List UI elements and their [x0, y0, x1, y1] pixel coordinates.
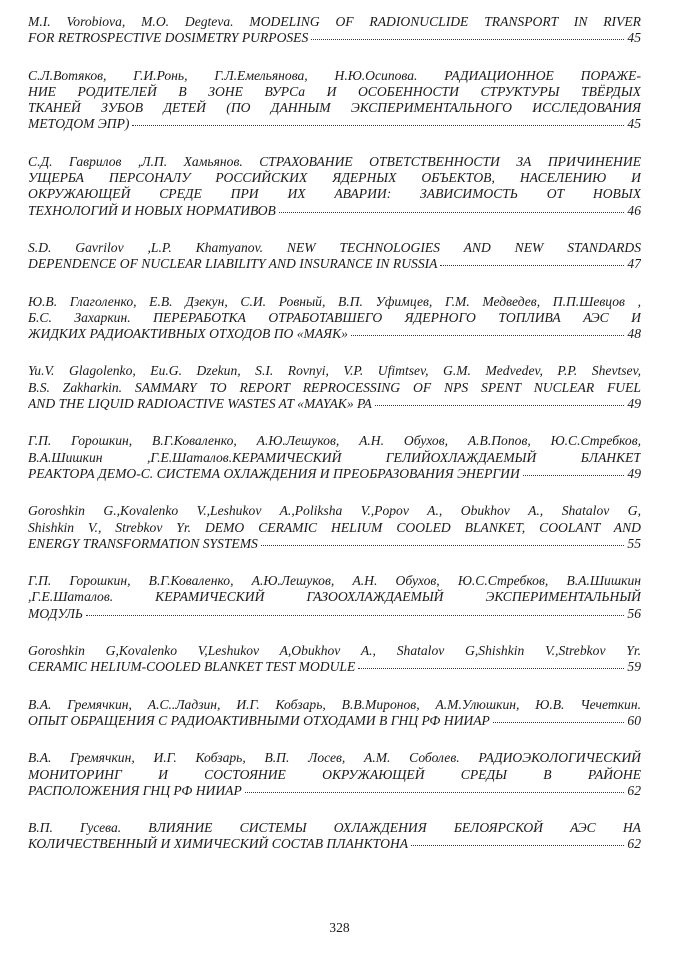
toc-entry-last-line: [28, 116, 641, 132]
dot-leader: [493, 722, 625, 723]
toc-entry-line: Б.С. Захаркин. ПЕРЕРАБОТКА ОТРАБОТАВШЕГО ЯДЕРНОГО ТОПЛИВА АЭС И: [28, 309, 641, 325]
dot-leader: [279, 212, 625, 213]
dot-leader: [245, 792, 625, 793]
toc-entry: [28, 68, 641, 133]
toc-entry-line: S.D. Gavrilov ,L.P. Khamyanov. NEW TECHNOLOGIES AND NEW STANDARDS: [28, 239, 641, 255]
toc-entry-line: ТЕХНОЛОГИЙ И НОВЫХ НОРМАТИВОВ: [28, 202, 276, 218]
toc-entry-last-line: [28, 536, 641, 552]
toc-entry-last-line: [28, 30, 641, 46]
toc-entry: [28, 750, 641, 799]
toc-page-number: 48: [627, 326, 641, 342]
toc-entry-last-line: [28, 256, 641, 272]
toc-entry-last-line: [28, 326, 641, 342]
toc-entry-last-line: [28, 606, 641, 622]
toc-entry-line: M.I. Vorobiova, M.O. Degteva. MODELING OF RADIONUCLIDE TRANSPORT IN RIVER: [28, 14, 641, 29]
toc-entry: [28, 363, 641, 412]
toc-entry: [28, 294, 641, 343]
toc-page-number: 62: [627, 782, 641, 798]
toc-page-number: 55: [627, 535, 641, 551]
dot-leader: [523, 475, 625, 476]
toc-page-number: 60: [627, 712, 641, 728]
dot-leader: [311, 39, 624, 40]
toc-page-number: 56: [627, 605, 641, 621]
toc-entry: [28, 433, 641, 482]
toc-page-number: 46: [627, 202, 641, 218]
toc-entry-line: С.Л.Вотяков, Г.И.Ронь, Г.Л.Емельянова, Н.Ю.Осипова. РАДИАЦИОННОЕ ПОРАЖЕ-: [28, 67, 641, 83]
toc-entry-line: Goroshkin G,Kovalenko V,Leshukov A,Obukhov A., Shatalov G,Shishkin V.,Strebkov Yr.: [28, 643, 641, 659]
dot-leader: [86, 615, 624, 616]
toc-entry-line: ОПЫТ ОБРАЩЕНИЯ С РАДИОАКТИВНЫМИ ОТХОДАМИ В ГНЦ РФ НИИАР: [28, 712, 490, 728]
toc-entry-last-line: [28, 396, 641, 412]
toc-entry: [28, 154, 641, 219]
toc-entry-last-line: [28, 203, 641, 219]
toc-entry-line: Goroshkin G.,Kovalenko V.,Leshukov A.,Poliksha V.,Popov A., Obukhov A., Shatalov G,: [28, 503, 641, 519]
dot-leader: [261, 545, 625, 546]
toc-entry: [28, 643, 641, 676]
toc-entry-line: НИЕ РОДИТЕЛЕЙ В ЗОНЕ ВУРСа И ОСОБЕННОСТИ СТРУКТУРЫ ТВЁРДЫХ: [28, 83, 641, 99]
toc-entry-line: С.Д. Гаврилов ,Л.П. Хамьянов. СТРАХОВАНИЕ ОТВЕТСТВЕННОСТИ ЗА ПРИЧИНЕНИЕ: [28, 153, 641, 169]
toc-entry-line: В.А. Гремячкин, А.С..Ладзин, И.Г. Кобзарь, В.В.Миронов, А.М.Улюшкин, Ю.В. Чечеткин.: [28, 696, 641, 712]
toc-entry-line: ENERGY TRANSFORMATION SYSTEMS: [28, 535, 258, 551]
toc-entry-line: Yu.V. Glagolenko, Eu.G. Dzekun, S.I. Rovnyi, V.P. Ufimtsev, G.M. Medvedev, P.P. Shevtsev,: [28, 363, 641, 379]
toc-entry-last-line: [28, 466, 641, 482]
toc-entry-line: МЕТОДОМ ЭПР): [28, 116, 130, 132]
toc-entry-line: Г.П. Горошкин, В.Г.Коваленко, А.Ю.Лешуков, А.Н. Обухов, А.В.Попов, Ю.С.Стребков,: [28, 433, 641, 449]
toc-entry-line: ,Г.Е.Шаталов. КЕРАМИЧЕСКИЙ ГАЗООХЛАЖДАЕМЫЙ ЭКСПЕРИМЕНТАЛЬНЫЙ: [28, 589, 641, 605]
toc-page-number: 45: [627, 116, 641, 132]
toc-entry-line: В.П. Гусева. ВЛИЯНИЕ СИСТЕМЫ ОХЛАЖДЕНИЯ БЕЛОЯРСКОЙ АЭС НА: [28, 820, 641, 836]
toc-page-number: 45: [627, 30, 641, 46]
toc-entry-line: CERAMIC HELIUM-COOLED BLANKET TEST MODULE: [28, 659, 356, 675]
dot-leader: [351, 335, 624, 336]
toc-entry-line: ТКАНЕЙ ЗУБОВ ДЕТЕЙ (ПО ДАННЫМ ЭКСПЕРИМЕНТАЛЬНОГО ИССЛЕДОВАНИЯ: [28, 100, 641, 116]
toc-entry-line: МОДУЛЬ: [28, 605, 83, 621]
page-number: 328: [329, 920, 350, 935]
table-of-contents: [28, 14, 641, 874]
toc-page-number: 49: [627, 396, 641, 412]
toc-entry: [28, 820, 641, 853]
toc-entry: [28, 573, 641, 622]
toc-entry-line: УЩЕРБА ПЕРСОНАЛУ РОССИЙСКИХ ЯДЕРНЫХ ОБЪЕКТОВ, НАСЕЛЕНИЮ И: [28, 170, 641, 186]
toc-entry-line: ЖИДКИХ РАДИОАКТИВНЫХ ОТХОДОВ ПО «МАЯК»: [28, 326, 348, 342]
toc-entry-line: Shishkin V., Strebkov Yr. DEMO CERAMIC HELIUM COOLED BLANKET, COOLANT AND: [28, 519, 641, 535]
toc-page-number: 62: [627, 836, 641, 852]
toc-entry-line: КОЛИЧЕСТВЕННЫЙ И ХИМИЧЕСКИЙ СОСТАВ ПЛАНКТОНА: [28, 836, 409, 852]
dot-leader: [132, 125, 624, 126]
dot-leader: [375, 405, 625, 406]
toc-entry-line: РЕАКТОРА ДЕМО-С. СИСТЕМА ОХЛАЖДЕНИЯ И ПРЕОБРАЗОВАНИЯ ЭНЕРГИИ: [28, 465, 520, 481]
toc-entry-line: B.S. Zakharkin. SAMMARY TO REPORT REPROCESSING OF NPS SPENT NUCLEAR FUEL: [28, 379, 641, 395]
toc-page-number: 59: [627, 659, 641, 675]
toc-entry-line: Ю.В. Глаголенко, Е.В. Дзекун, С.И. Ровный, В.П. Уфимцев, Г.М. Медведев, П.П.Шевцов ,: [28, 293, 641, 309]
dot-leader: [411, 845, 624, 846]
toc-entry-line: ОКРУЖАЮЩЕЙ СРЕДЕ ПРИ ИХ АВАРИИ: ЗАВИСИМОСТЬ ОТ НОВЫХ: [28, 186, 641, 202]
toc-entry: [28, 697, 641, 730]
toc-page-number: 47: [627, 256, 641, 272]
dot-leader: [440, 265, 624, 266]
toc-entry-line: Г.П. Горошкин, В.Г.Коваленко, А.Ю.Лешуков, А.Н. Обухов, Ю.С.Стребков, В.А.Шишкин: [28, 573, 641, 589]
toc-entry-line: FOR RETROSPECTIVE DOSIMETRY PURPOSES: [28, 30, 309, 46]
toc-entry-last-line: [28, 713, 641, 729]
toc-entry-line: В.А.Шишкин ,Г.Е.Шаталов.КЕРАМИЧЕСКИЙ ГЕЛИЙОХЛАЖДАЕМЫЙ БЛАНКЕТ: [28, 449, 641, 465]
toc-entry-last-line: [28, 783, 641, 799]
toc-entry: [28, 240, 641, 273]
dot-leader: [358, 668, 624, 669]
toc-entry-last-line: [28, 836, 641, 852]
toc-entry-line: AND THE LIQUID RADIOACTIVE WASTES AT «MAYAK» PA: [28, 396, 372, 412]
toc-entry: [28, 503, 641, 552]
toc-entry-line: В.А. Гремячкин, И.Г. Кобзарь, В.П. Лосев, А.М. Соболев. РАДИОЭКОЛОГИЧЕСКИЙ: [28, 750, 641, 766]
toc-page-number: 49: [627, 465, 641, 481]
toc-entry-last-line: [28, 659, 641, 675]
toc-entry-line: МОНИТОРИНГ И СОСТОЯНИЕ ОКРУЖАЮЩЕЙ СРЕДЫ В РАЙОНЕ: [28, 766, 641, 782]
toc-entry-line: DEPENDENCE OF NUCLEAR LIABILITY AND INSURANCE IN RUSSIA: [28, 256, 438, 272]
toc-entry-line: РАСПОЛОЖЕНИЯ ГНЦ РФ НИИАР: [28, 782, 242, 798]
toc-entry: [28, 14, 641, 47]
